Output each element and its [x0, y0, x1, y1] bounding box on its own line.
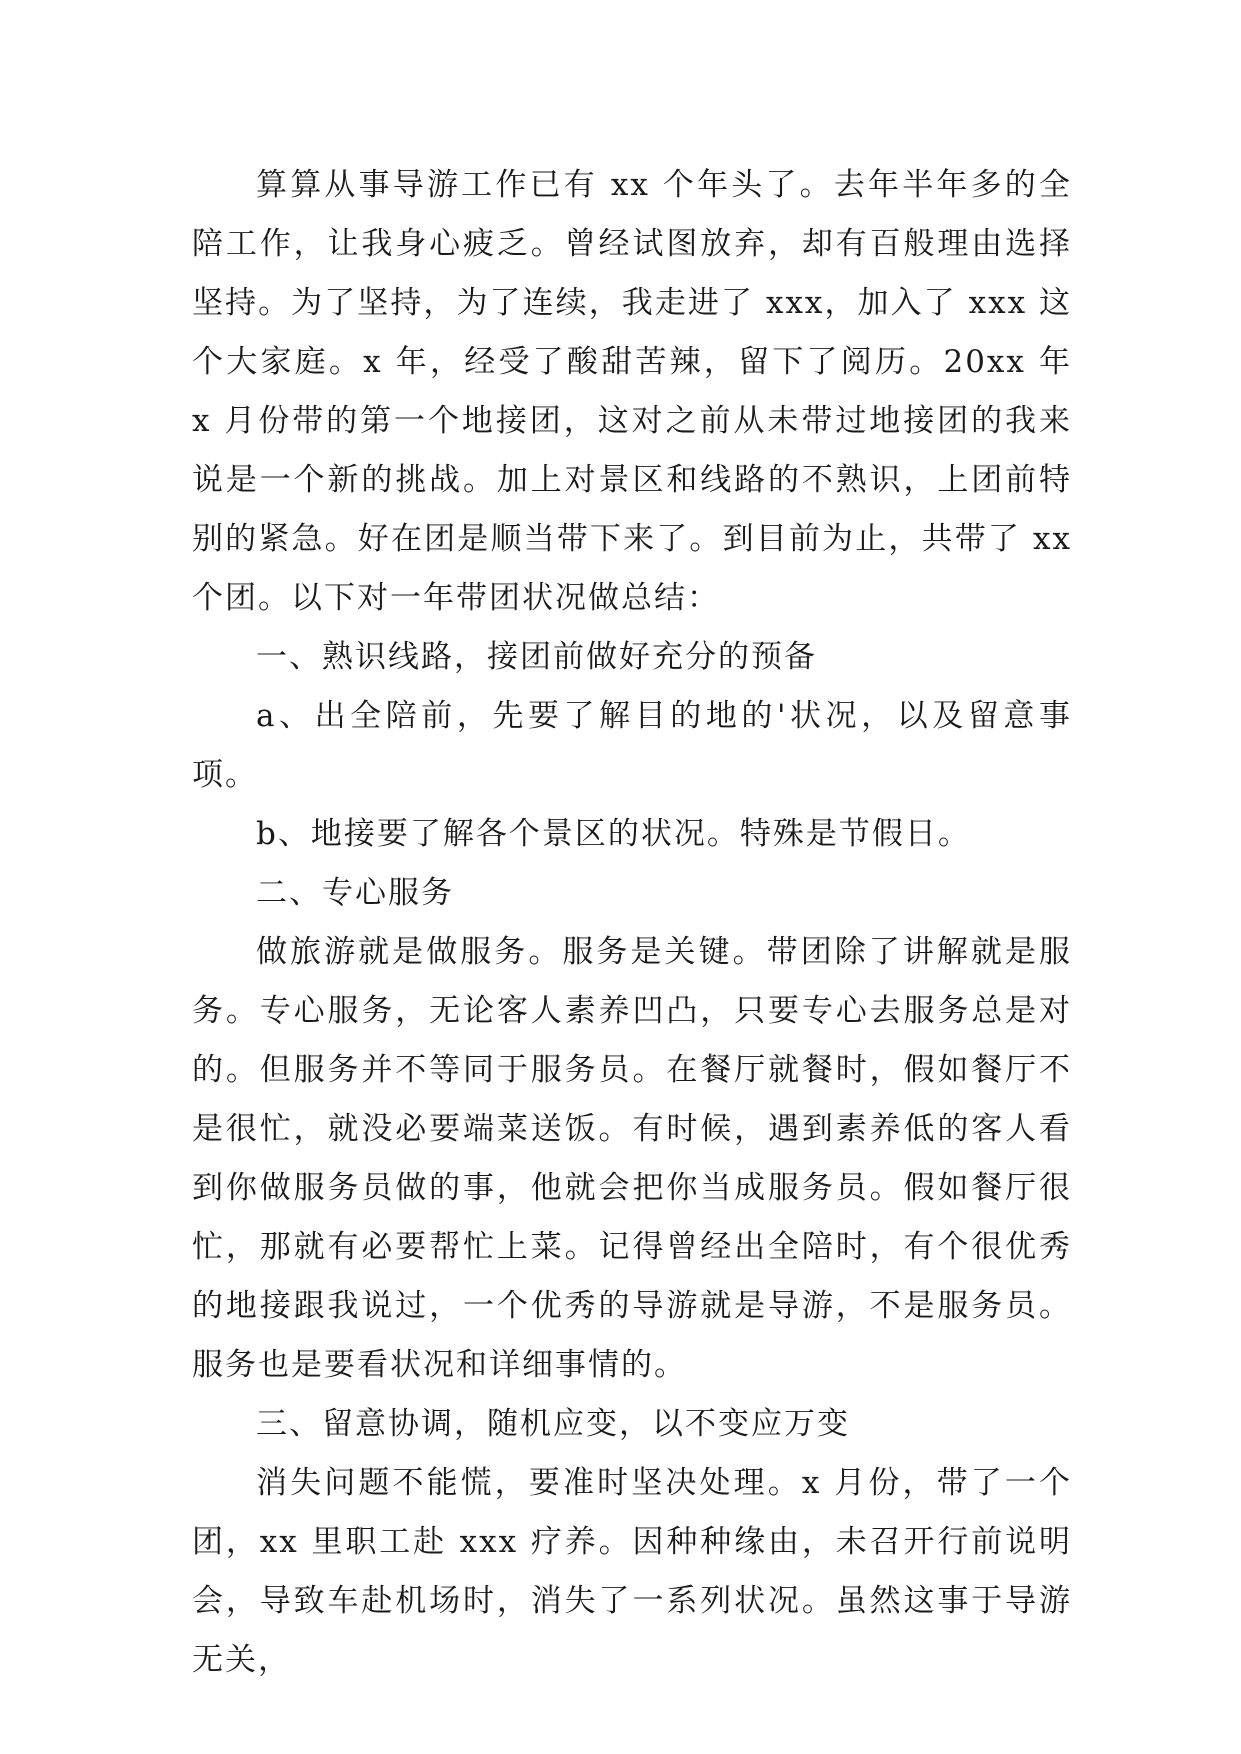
list-item-b: b、地接要了解各个景区的状况。特殊是节假日。: [256, 816, 971, 852]
intro-paragraph: 算算从事导游工作已有 xx 个年头了。去年半年多的全陪工作，让我身心疲乏。曾经试图放弃，却有百般理由选择坚持。为了坚持，为了连续，我走进了 xxx，加入了 xxx 这个大家庭。x 年，经受了酸甜苦辣，留下了阅历。20xx 年 x 月份带的第一个地接团，这对之前从未带过地接团的我来说是一个新的挑战。加上对景区和线路的不熟识，上团前特别的紧急。好在团是顺当带下来了。到目前为止，共带了 xx 个团。以下对一年带团状况做总结：: [192, 167, 1072, 616]
problem-paragraph: 消失问题不能慌，要准时坚决处理。x 月份，带了一个团，xx 里职工赴 xxx 疗养。因种种缘由，未召开行前说明会，导致车赴机场时，消失了一系列状况。虽然这事于导游无关，: [192, 1465, 1072, 1678]
document-body: [192, 156, 1072, 1690]
service-paragraph: 做旅游就是做服务。服务是关键。带团除了讲解就是服务。专心服务，无论客人素养凹凸，只要专心去服务总是对的。但服务并不等同于服务员。在餐厅就餐时，假如餐厅不是很忙，就没必要端菜送饭。有时候，遇到素养低的客人看到你做服务员做的事，他就会把你当成服务员。假如餐厅很忙，那就有必要帮忙上菜。记得曾经出全陪时，有个很优秀的地接跟我说过，一个优秀的导游就是导游，不是服务员。服务也是要看状况和详细事情的。: [192, 934, 1072, 1383]
section-heading-3: 三、留意协调，随机应变，以不变应万变: [256, 1406, 850, 1442]
section-heading-2: 二、专心服务: [256, 875, 454, 911]
section-heading-1: 一、熟识线路，接团前做好充分的预备: [256, 639, 817, 675]
list-item-a: a、出全陪前，先要了解目的地的'状况，以及留意事项。: [192, 698, 1072, 793]
